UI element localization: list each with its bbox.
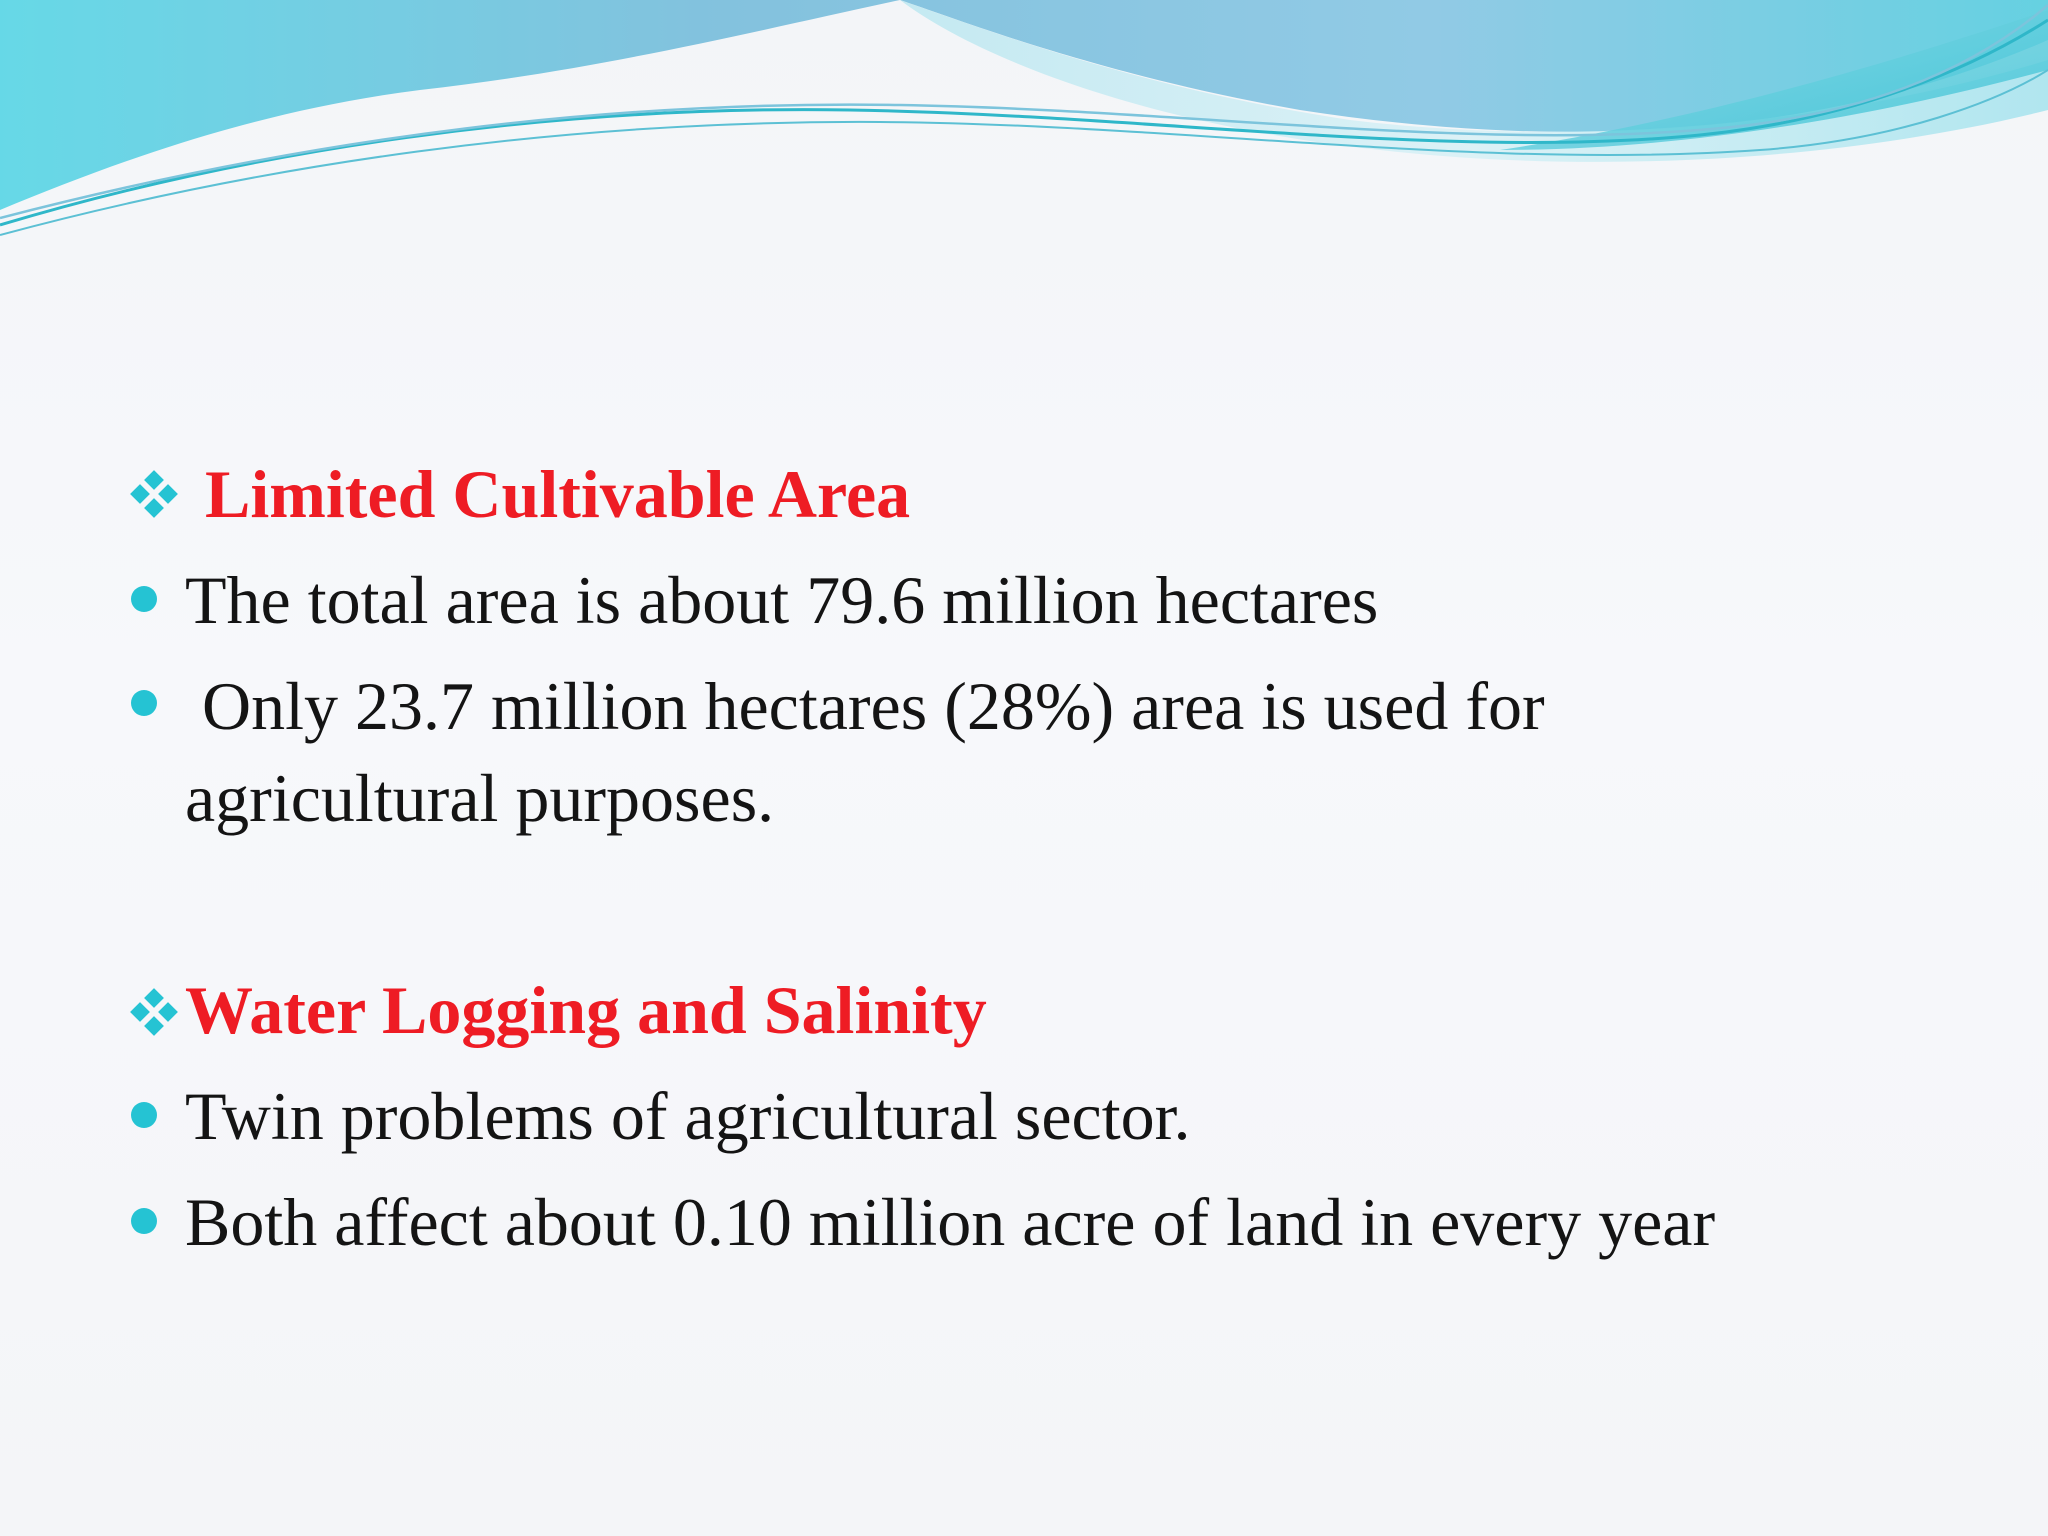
section-heading-water-logging-and-salinity: Water Logging and Salinity (185, 972, 987, 1048)
diamond-bullet-icon (130, 988, 178, 1036)
round-bullet-icon (131, 1102, 157, 1128)
round-bullet-icon (131, 1208, 157, 1234)
bullet-text: Both affect about 0.10 million acre of land in every year (185, 1184, 1716, 1260)
bullet-text: Only 23.7 million hectares (28%) area is used for (202, 668, 1545, 744)
round-bullet-icon (131, 586, 157, 612)
bullet-text: The total area is about 79.6 million hectares (185, 562, 1379, 638)
wave-header-decoration (0, 0, 2048, 260)
bullet-text-continuation: agricultural purposes. (185, 760, 775, 836)
round-bullet-icon (131, 690, 157, 716)
bullet-text: Twin problems of agricultural sector. (185, 1078, 1191, 1154)
diamond-bullet-icon (130, 470, 178, 518)
section-heading-limited-cultivable-area: Limited Cultivable Area (205, 456, 911, 532)
